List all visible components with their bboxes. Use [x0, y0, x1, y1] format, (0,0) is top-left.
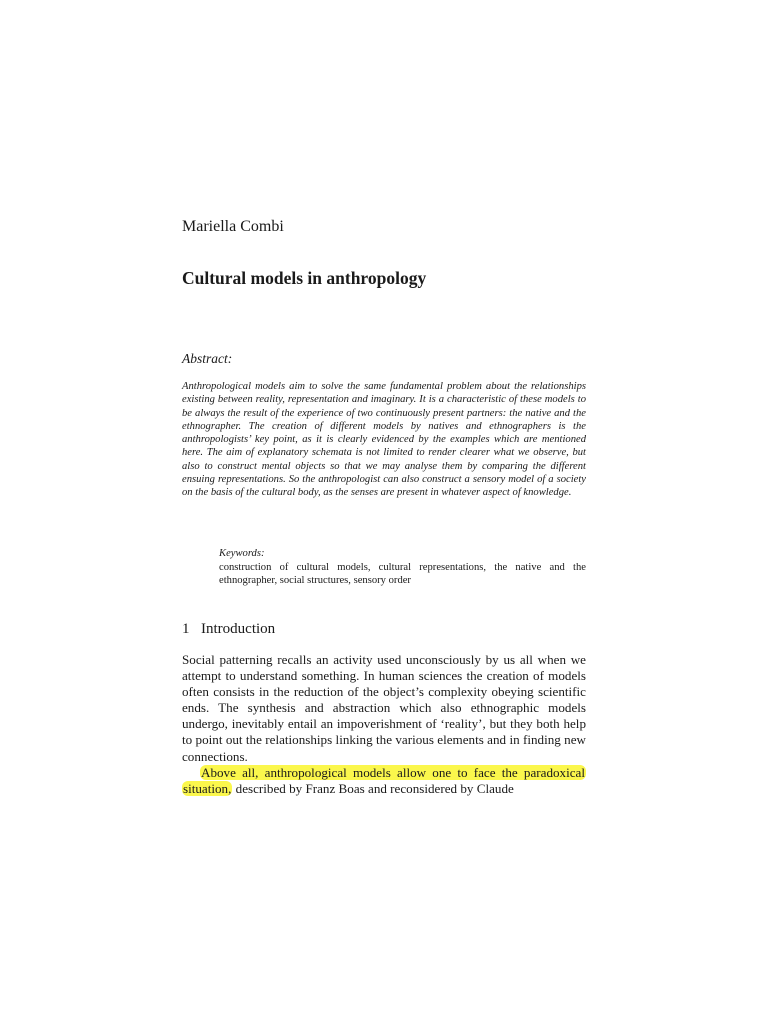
highlighted-passage: Above all, anthropological models allow one to face the paradoxical situation,: [183, 764, 585, 796]
author-name: Mariella Combi: [182, 218, 284, 235]
introduction-body: [182, 652, 586, 797]
section-title: Introduction: [201, 621, 276, 637]
abstract-heading: Abstract:: [182, 351, 233, 366]
section-number: 1: [182, 621, 190, 637]
section-heading-introduction: [182, 619, 275, 639]
intro-paragraph-1: Social patterning recalls an activity used unconsciously by us all when we attempt to understand something. In human sciences the creation of models often consists in the reduction of the object’s complexity obeying scientific ends. The synthesis and abstraction which also ethnographic models undergo, inevitably entail an impoverishment of ‘reality’, but they both help to point out the relationships linking the various elements and in finding new connections.: [182, 652, 586, 764]
intro-paragraph-2-rest: described by Franz Boas and reconsidered by Claude: [232, 780, 514, 796]
keywords-label: Keywords:: [219, 548, 265, 559]
keywords-text: construction of cultural models, cultural representations, the native and the ethnographer, social structures, sensory order: [219, 561, 586, 586]
abstract-text: Anthropological models aim to solve the same fundamental problem about the relationships existing between reality, representation and imaginary. It is a characteristic of these models to be always the result of the experience of two continuously present partners: the native and the ethnographer. The creation of different models by natives and ethnographers is the anthropologists’ key point, as it is clearly evidenced by the examples which are mentioned here. The aim of explanatory schemata is not limited to render clearer what we observe, but also to construct mental objects so that we may analyse them by comparing the different ensuing representations. So the anthropologist can also construct a sensory model of a society on the basis of the cultural body, as the senses are present in whatever aspect of knowledge.: [182, 381, 586, 499]
intro-paragraph-2: [182, 765, 586, 797]
paper-page: [182, 0, 586, 1024]
keywords-block: [219, 547, 586, 588]
paper-title: Cultural models in anthropology: [182, 268, 427, 288]
